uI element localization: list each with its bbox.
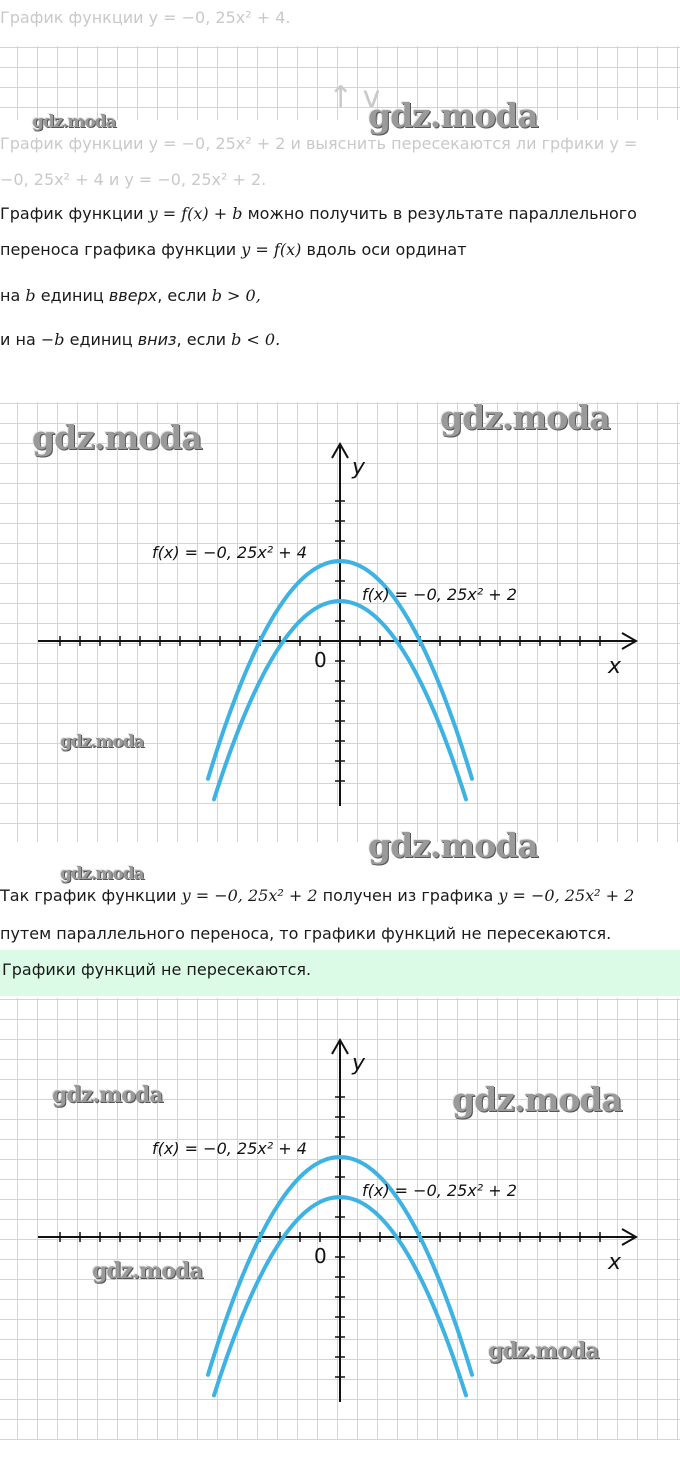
y-axis-label: y [352, 455, 366, 480]
conclusion-line-1: Так график функции y = −0, 25x² + 2 получен из графика y = −0, 25x² + 2 [0, 886, 635, 905]
answer-box [0, 950, 680, 996]
task-line-1: График функции y = −0, 25x² + 4. [0, 8, 291, 27]
explanation-line-1: График функции y = f(x) + b можно получить в результате параллельного [0, 204, 637, 223]
curve-label-1: f(x) = −0, 25x² + 4 [152, 1139, 307, 1158]
parabola-chart-2 [0, 998, 680, 1440]
watermark: gdz.moda [92, 1258, 203, 1284]
watermark: gdz.moda [60, 732, 144, 752]
task-line-2: График функции y = −0, 25x² + 2 и выяснить пересекаются ли грфики y = [0, 134, 638, 153]
watermark: gdz.moda [60, 864, 144, 884]
origin-label: 0 [314, 648, 327, 672]
watermark: gdz.moda [488, 1338, 599, 1364]
watermark: gdz.moda [368, 826, 538, 865]
parabola-chart-1 [0, 402, 680, 842]
watermark: gdz.moda [440, 398, 610, 437]
watermark: gdz.moda [32, 418, 202, 457]
explanation-line-3: на b единиц вверх, если b > 0, [0, 286, 261, 305]
curve-label-2: f(x) = −0, 25x² + 2 [362, 1181, 517, 1200]
watermark: gdz.moda [452, 1080, 622, 1119]
watermark: gdz.moda [368, 96, 538, 135]
explanation-line-4: и на −b единиц вниз, если b < 0. [0, 330, 281, 349]
watermark: gdz.moda [52, 1082, 163, 1108]
origin-label: 0 [314, 1244, 327, 1268]
y-axis-label: y [352, 1051, 366, 1076]
arrow-fragment: ↑ v [328, 80, 381, 115]
x-axis-label: x [608, 1250, 622, 1275]
answer-text: Графики функций не пересекаются. [2, 960, 312, 979]
watermark: gdz.moda [32, 112, 116, 132]
curve-label-2: f(x) = −0, 25x² + 2 [362, 585, 517, 604]
explanation-line-2: переноса графика функции y = f(x) вдоль оси ординат [0, 240, 467, 259]
conclusion-line-2: путем параллельного переноса, то графики функций не пересекаются. [0, 924, 612, 943]
task-line-3: −0, 25x² + 4 и y = −0, 25x² + 2. [0, 170, 267, 189]
graph-panel-2 [0, 998, 680, 1440]
x-axis-label: x [608, 654, 622, 679]
graph-panel-1 [0, 402, 680, 842]
curve-label-1: f(x) = −0, 25x² + 4 [152, 543, 307, 562]
